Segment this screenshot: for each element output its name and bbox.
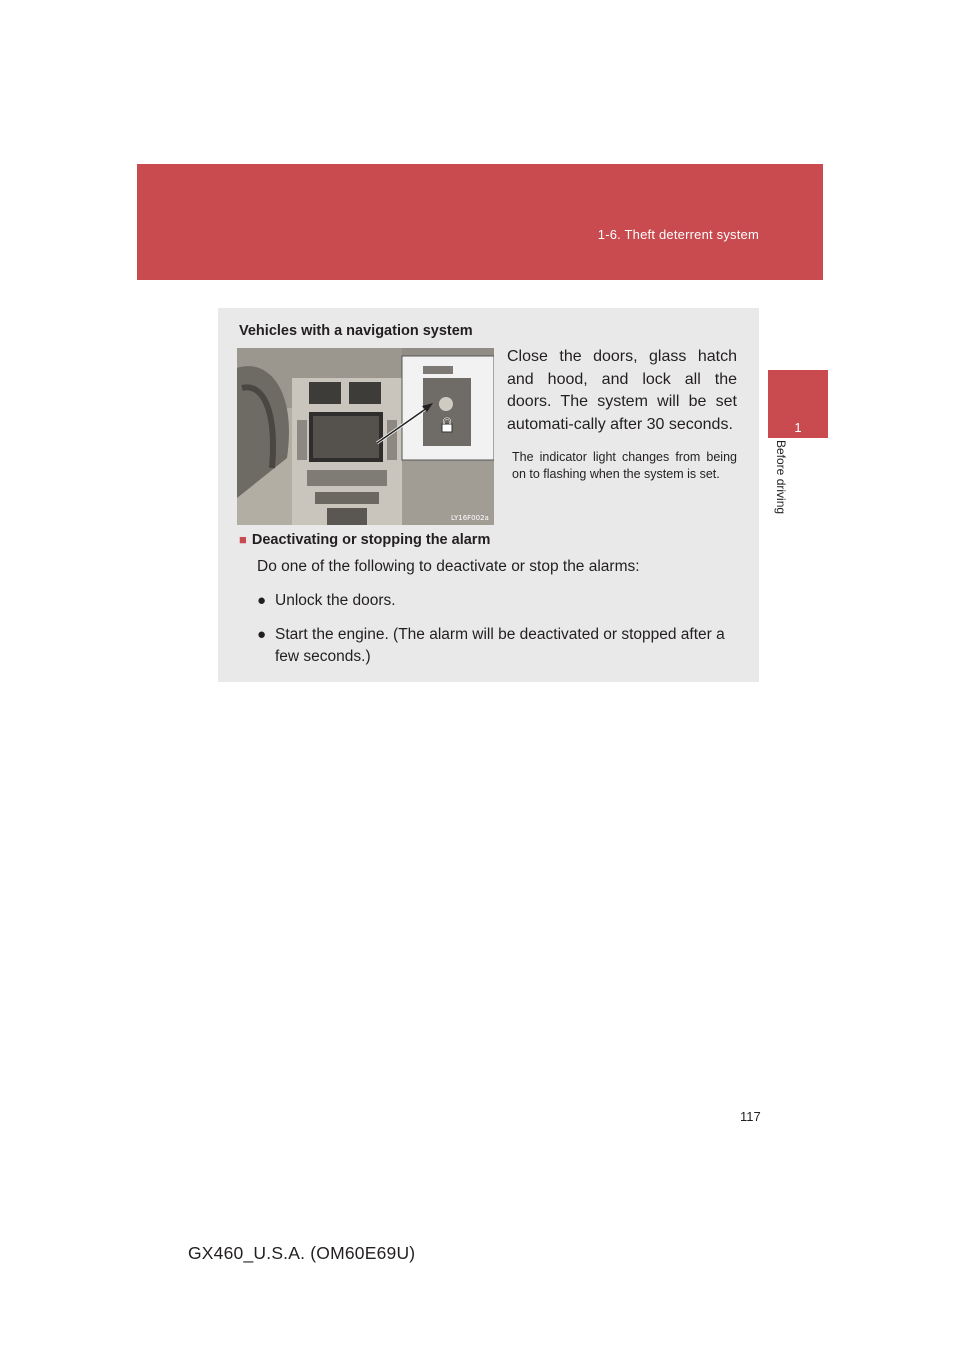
subheading	[239, 532, 490, 548]
chapter-tab	[768, 370, 828, 438]
chapter-number: 1	[794, 420, 802, 435]
bullet-item	[257, 590, 743, 612]
instruction-text: Close the doors, glass hatch and hood, and lock all the doors. The system will be set automati-cally after 30 seconds.	[507, 348, 737, 433]
document-footer: GX460_U.S.A. (OM60E69U)	[188, 1243, 416, 1263]
chapter-label-text: Before driving	[774, 440, 788, 515]
bullet-text: Unlock the doors.	[275, 592, 396, 609]
bullet-marker: ●	[257, 626, 267, 643]
figure-code: LY16F002a	[451, 514, 489, 522]
bullet-text: Start the engine. (The alarm will be deactivated or stopped after a few seconds.)	[275, 626, 725, 665]
bullet-marker: ●	[257, 592, 267, 609]
dashboard-illustration	[237, 348, 494, 525]
section-title: 1-6. Theft deterrent system	[597, 227, 759, 242]
subheading-marker: ■	[239, 532, 247, 547]
bullet-item	[257, 624, 743, 668]
indicator-note: The indicator light changes from being on to flashing when the system is set.	[512, 450, 737, 481]
subheading-text: Deactivating or stopping the alarm	[251, 532, 491, 548]
lock-icon	[440, 417, 454, 433]
section-header	[137, 164, 823, 280]
body-text: Do one of the following to deactivate or stop the alarms:	[257, 558, 640, 575]
page-number: 117	[740, 1109, 761, 1124]
panel-heading: Vehicles with a navigation system	[239, 323, 473, 339]
chapter-side-label	[770, 440, 790, 550]
dashboard-figure	[237, 348, 494, 525]
info-panel	[218, 308, 759, 682]
